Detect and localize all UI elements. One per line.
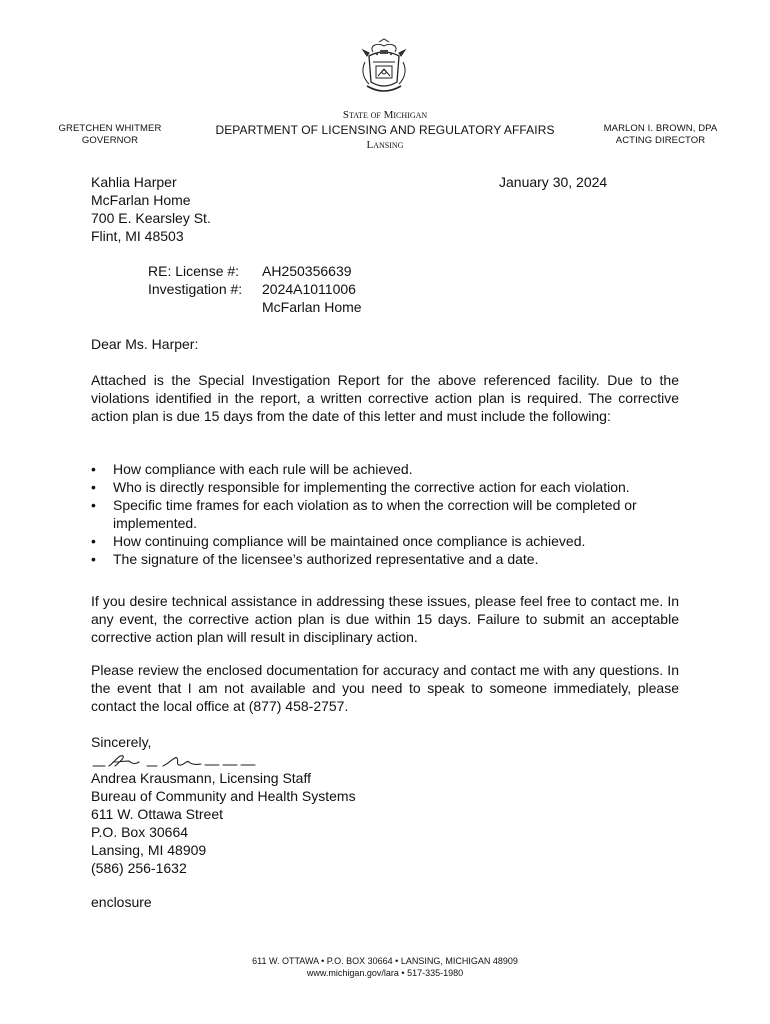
governor-block: [40, 123, 180, 147]
handwritten-signature: [91, 750, 261, 770]
signer-name: Andrea Krausmann, Licensing Staff: [91, 770, 311, 786]
signer-street: 611 W. Ottawa Street: [91, 806, 224, 822]
footer: [0, 955, 770, 979]
recipient-address: [91, 173, 211, 245]
investigation-label: Investigation #:: [148, 281, 243, 297]
department-city: Lansing: [366, 139, 404, 151]
signer-bureau: Bureau of Community and Health Systems: [91, 788, 356, 804]
list-item: • Who is directly responsible for implementing the corrective action for each violation.: [91, 479, 630, 495]
bullet-icon: •: [91, 479, 96, 495]
recipient-facility: McFarlan Home: [91, 192, 191, 208]
recipient-name: Kahlia Harper: [91, 174, 177, 190]
enclosure-note: enclosure: [91, 894, 152, 910]
recipient-city: Flint, MI 48503: [91, 228, 184, 244]
bullet-icon: •: [91, 497, 96, 513]
bullet-icon: •: [91, 533, 96, 549]
state-name: State of Michigan: [342, 109, 428, 121]
closing: Sincerely,: [91, 734, 152, 750]
reference-facility: McFarlan Home: [262, 299, 362, 315]
director-block: [588, 123, 733, 147]
paragraph-intro: Attached is the Special Investigation Report for the above referenced facility. Due to the violations identified in the report, a written corrective action plan is required. The corrective action plan is due 15 days from the date of this letter and must include the following:: [91, 372, 679, 424]
governor-title: GOVERNOR: [81, 135, 139, 146]
list-item: • How continuing compliance will be maintained once compliance is achieved.: [91, 533, 586, 549]
governor-name: GRETCHEN WHITMER: [58, 123, 162, 134]
director-name: MARLON I. BROWN, DPA: [603, 123, 718, 134]
michigan-state-seal-icon: [359, 38, 409, 96]
signer-phone: (586) 256-1632: [91, 860, 187, 876]
salutation: Dear Ms. Harper:: [91, 336, 199, 352]
letter-date: January 30, 2024: [499, 174, 608, 190]
director-title: ACTING DIRECTOR: [615, 135, 706, 146]
reference-block: [148, 262, 362, 316]
department-name: DEPARTMENT OF LICENSING AND REGULATORY AFFAIRS: [215, 123, 555, 137]
paragraph-review: Please review the enclosed documentation for accuracy and contact me with any questions. In the event that I am not available and you need to speak to someone immediately, please contact the local office at (877) 458-2757.: [91, 662, 679, 714]
license-label: RE: License #:: [148, 263, 240, 279]
department-block: [190, 108, 580, 152]
signer-block: [91, 769, 356, 877]
signer-city: Lansing, MI 48909: [91, 842, 207, 858]
recipient-street: 700 E. Kearsley St.: [91, 210, 211, 226]
license-number: AH250356639: [262, 263, 352, 279]
bullet-icon: •: [91, 551, 96, 567]
paragraph-assistance: If you desire technical assistance in addressing these issues, please feel free to contact me. In any event, the corrective action plan is due within 15 days. Failure to submit an acceptable corrective action plan will result in disciplinary action.: [91, 593, 679, 645]
footer-contact: www.michigan.gov/lara • 517-335-1980: [306, 968, 464, 978]
bullet-icon: •: [91, 461, 96, 477]
signer-po-box: P.O. Box 30664: [91, 824, 189, 840]
footer-address: 611 W. OTTAWA • P.O. BOX 30664 • LANSING, MICHIGAN 48909: [252, 956, 518, 966]
investigation-number: 2024A1011006: [262, 281, 356, 297]
requirements-list: [91, 460, 681, 568]
list-item: • How compliance with each rule will be achieved.: [91, 461, 413, 477]
list-item: • Specific time frames for each violation as to when the correction will be completed or implemented.: [91, 497, 637, 531]
list-item: • The signature of the licensee’s authorized representative and a date.: [91, 551, 539, 567]
